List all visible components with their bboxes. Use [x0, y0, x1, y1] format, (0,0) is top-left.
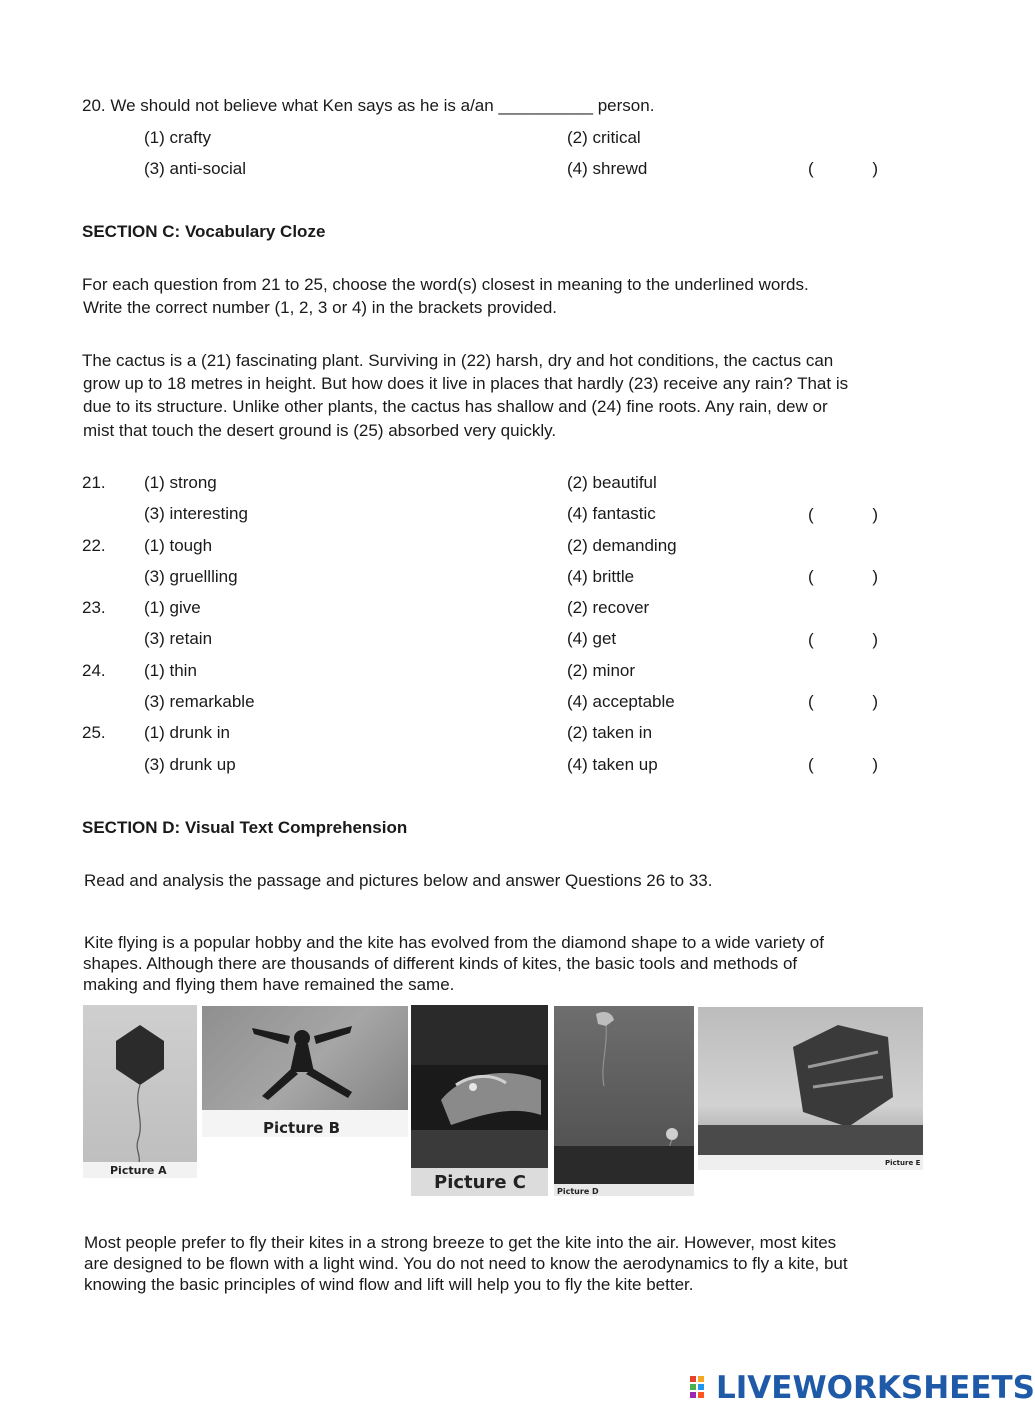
liveworksheets-logo-icon: [690, 1374, 712, 1402]
option-4: (4) get: [567, 629, 617, 648]
cactus-passage-line-1: The cactus is a (21) fascinating plant. Surviving in (22) harsh, dry and hot conditions, the cactus can: [82, 351, 834, 370]
question-number: 24.: [82, 661, 106, 680]
picture-b-figure-kite: [202, 1006, 408, 1137]
question-number: 22.: [82, 536, 106, 555]
q20-option-2: (2) critical: [567, 128, 641, 147]
q23-answer-bracket[interactable]: ( ): [808, 630, 878, 649]
option-4: (4) brittle: [567, 567, 635, 586]
picture-d-caption: Picture D: [557, 1187, 599, 1196]
question-20-stem: 20. We should not believe what Ken says as he is a/an __________ person.: [82, 96, 655, 115]
option-2: (2) beautiful: [567, 473, 657, 492]
cactus-passage-line-2: grow up to 18 metres in height. But how does it live in places that hardly (23) receive any rain? That is: [83, 374, 849, 393]
picture-b-caption: Picture B: [263, 1119, 341, 1137]
option-1: (1) give: [144, 598, 201, 617]
option-1: (1) strong: [144, 473, 217, 492]
kite-passage-2-line-3: knowing the basic principles of wind flow and lift will help you to fly the kite better.: [84, 1275, 694, 1294]
liveworksheets-logo[interactable]: [690, 1370, 1035, 1406]
kite-passage-line-2: shapes. Although there are thousands of different kinds of kites, the basic tools and methods of: [83, 954, 798, 973]
picture-c-dragon-kite: [411, 1005, 548, 1196]
q20-answer-bracket[interactable]: ( ): [808, 159, 878, 178]
kite-passage-line-3: making and flying them have remained the same.: [83, 975, 455, 994]
option-3: (3) remarkable: [144, 692, 255, 711]
option-1: (1) thin: [144, 661, 197, 680]
option-1: (1) drunk in: [144, 723, 230, 742]
liveworksheets-logo-text: LIVEWORKSHEETS: [716, 1370, 1035, 1406]
picture-c-caption: Picture C: [434, 1172, 527, 1193]
option-3: (3) interesting: [144, 504, 248, 523]
option-2: (2) taken in: [567, 723, 653, 742]
q20-option-3: (3) anti-social: [144, 159, 247, 178]
question-number: 21.: [82, 473, 106, 492]
option-3: (3) retain: [144, 629, 213, 648]
q21-answer-bracket[interactable]: ( ): [808, 505, 878, 524]
cactus-passage-line-3: due to its structure. Unlike other plants, the cactus has shallow and (24) fine roots. Any rain, dew or: [83, 397, 828, 416]
option-4: (4) acceptable: [567, 692, 675, 711]
q24-answer-bracket[interactable]: ( ): [808, 692, 878, 711]
kite-passage-2-line-1: Most people prefer to fly their kites in a strong breeze to get the kite into the air. However, most kites: [84, 1233, 837, 1252]
q20-option-4: (4) shrewd: [567, 159, 648, 178]
option-2: (2) recover: [567, 598, 650, 617]
q22-answer-bracket[interactable]: ( ): [808, 567, 878, 586]
q25-answer-bracket[interactable]: ( ): [808, 755, 878, 774]
option-3: (3) gruellling: [144, 567, 238, 586]
picture-a-caption: Picture A: [110, 1164, 167, 1177]
option-3: (3) drunk up: [144, 755, 236, 774]
kite-passage-2-line-2: are designed to be flown with a light wind. You do not need to know the aerodynamics to fly a kite, but: [84, 1254, 848, 1273]
section-c-instruction-2: Write the correct number (1, 2, 3 or 4) in the brackets provided.: [83, 298, 558, 317]
picture-d-small-kites: [554, 1006, 694, 1196]
kite-passage-line-1: Kite flying is a popular hobby and the kite has evolved from the diamond shape to a wide variety of: [84, 933, 824, 952]
picture-e-large-kite: [698, 1007, 923, 1170]
section-c-instruction-1: For each question from 21 to 25, choose the word(s) closest in meaning to the underlined words.: [82, 275, 809, 294]
cactus-passage-line-4: mist that touch the desert ground is (25) absorbed very quickly.: [83, 421, 557, 440]
section-c-heading: SECTION C: Vocabulary Cloze: [82, 222, 326, 241]
question-number: 23.: [82, 598, 106, 617]
option-1: (1) tough: [144, 536, 213, 555]
section-d-instruction: Read and analysis the passage and pictures below and answer Questions 26 to 33.: [84, 871, 713, 890]
section-d-heading: SECTION D: Visual Text Comprehension: [82, 818, 408, 837]
option-2: (2) minor: [567, 661, 636, 680]
q20-option-1: (1) crafty: [144, 128, 212, 147]
option-4: (4) fantastic: [567, 504, 656, 523]
option-2: (2) demanding: [567, 536, 677, 555]
option-4: (4) taken up: [567, 755, 658, 774]
picture-a-diamond-kite: [83, 1005, 197, 1178]
question-number: 25.: [82, 723, 106, 742]
picture-e-caption: Picture E: [885, 1159, 921, 1167]
